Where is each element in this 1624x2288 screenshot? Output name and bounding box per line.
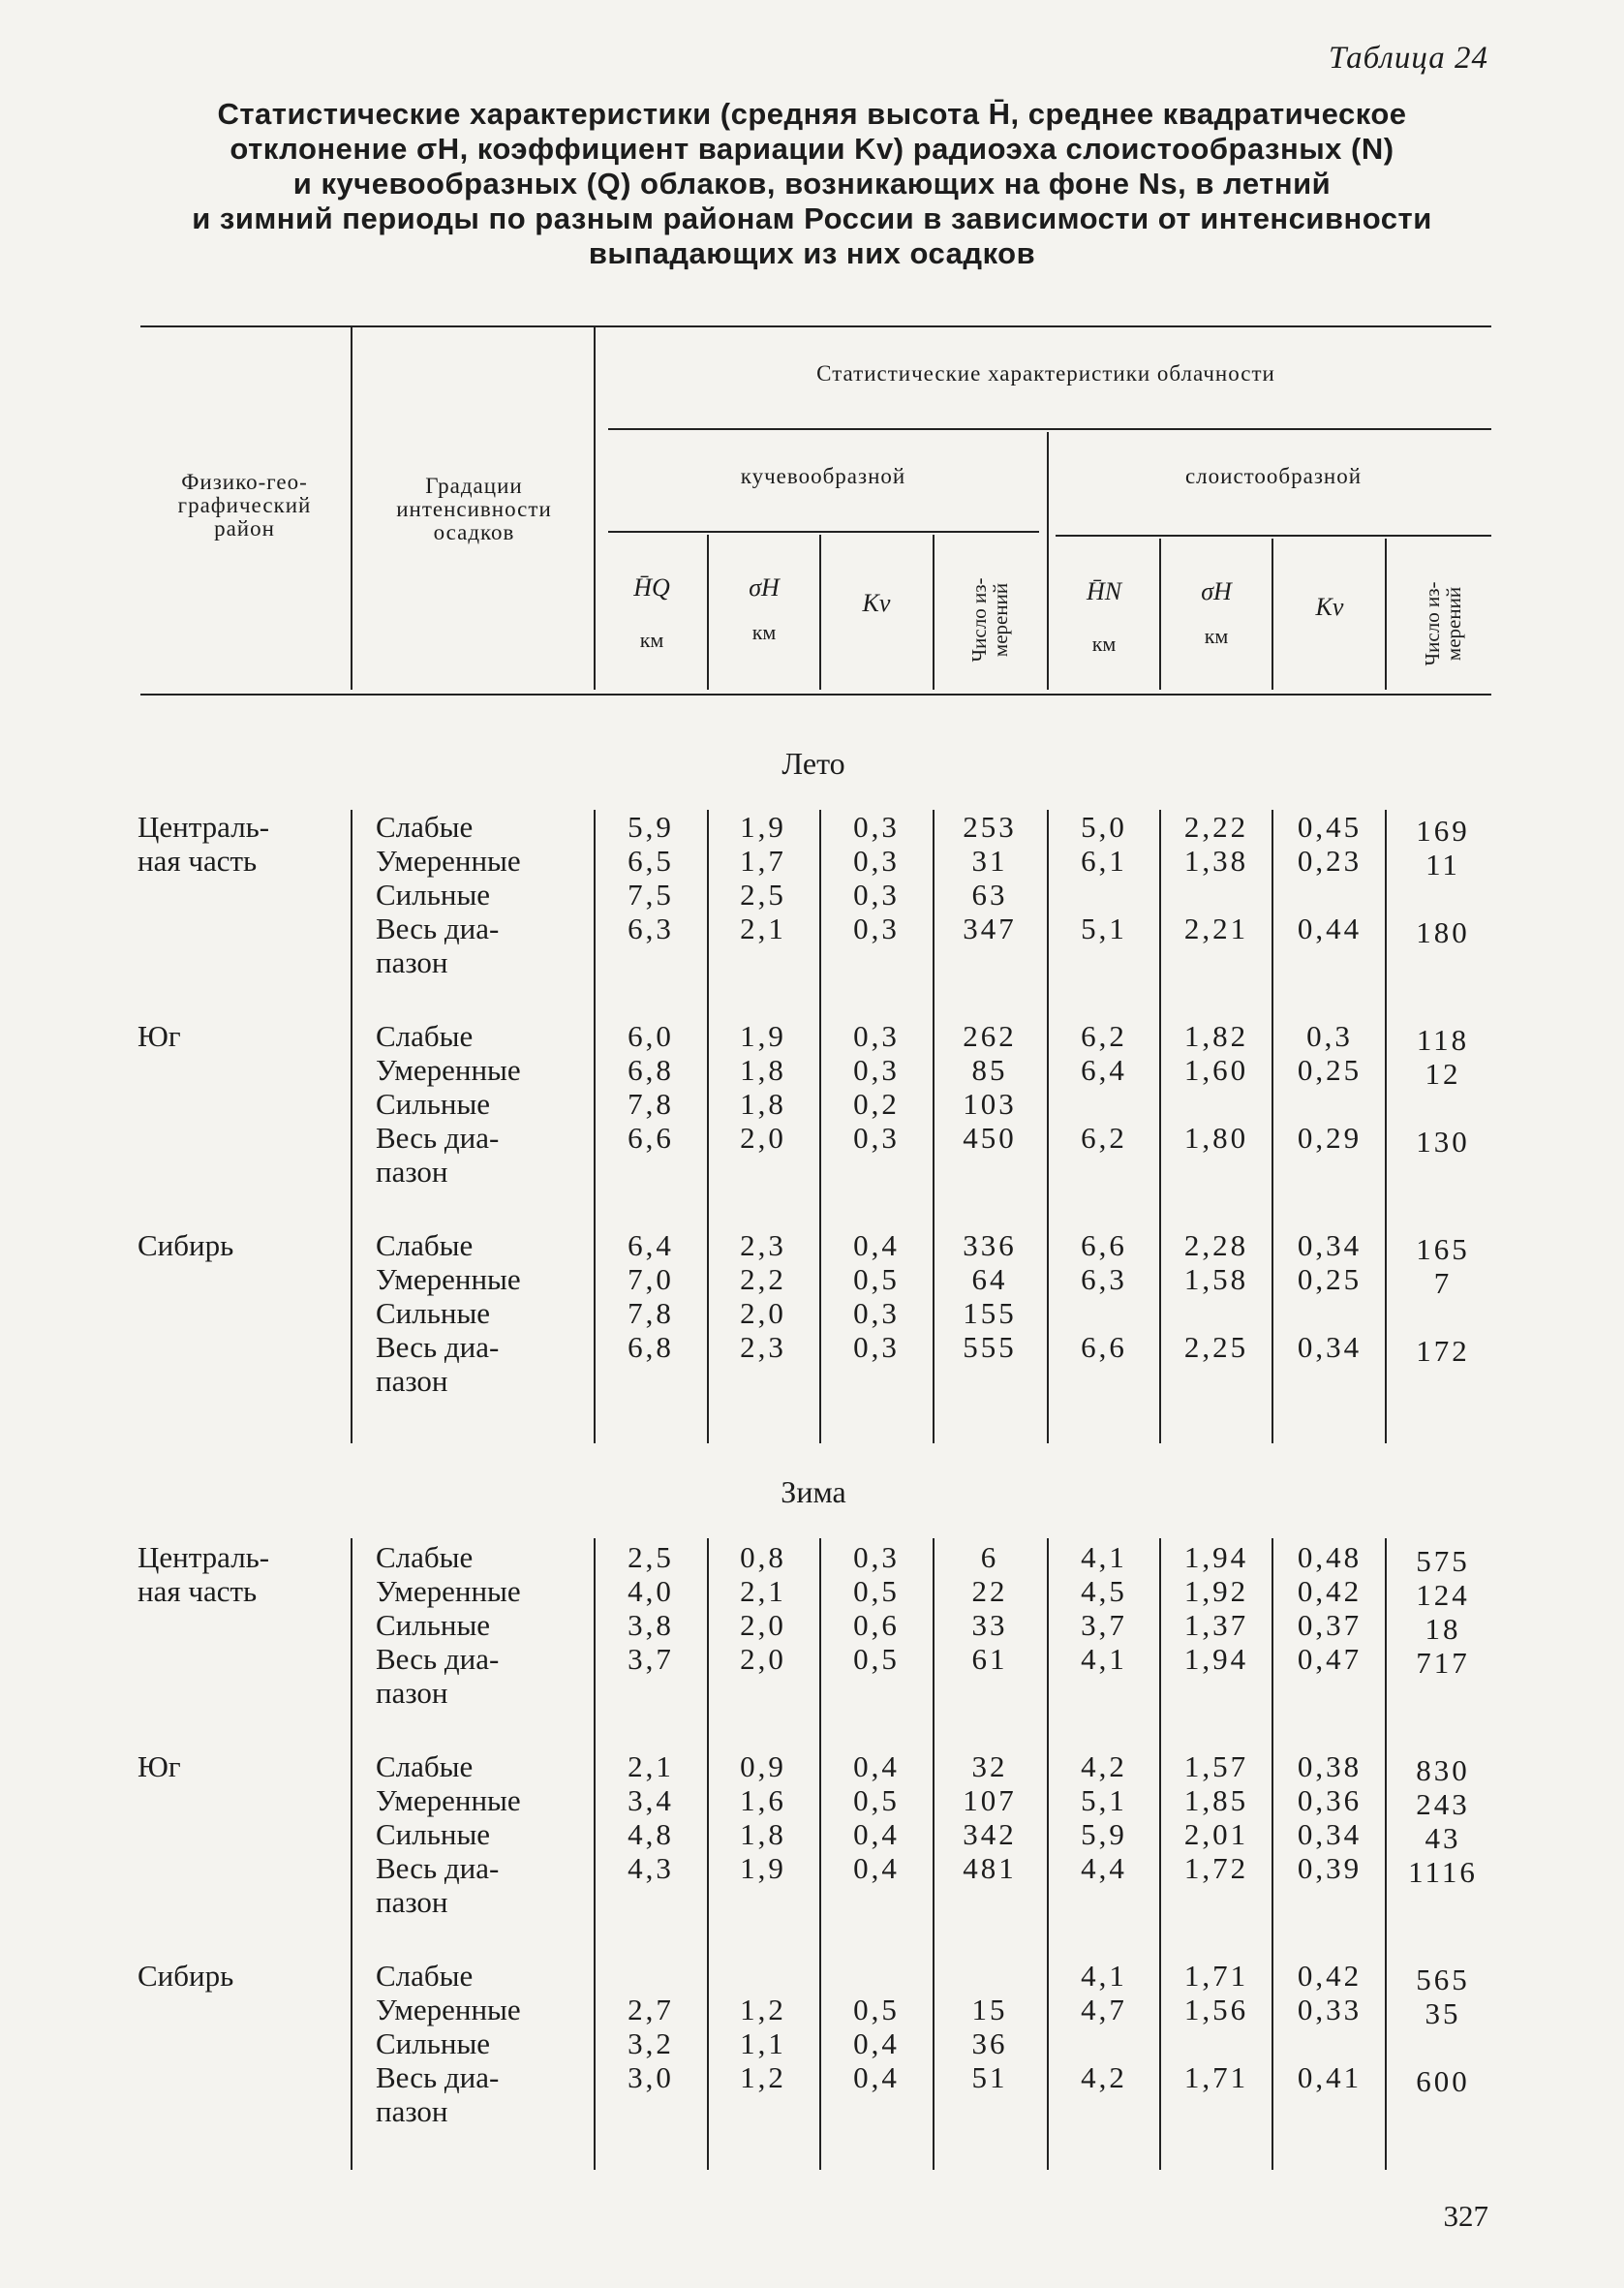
gradation-label: Слабые [376, 810, 474, 844]
body-column-rule [933, 1538, 935, 2170]
table-caption [126, 97, 1498, 271]
value-sq: 2,0 [740, 1608, 786, 1642]
value-hq: 6,6 [628, 1121, 674, 1155]
region-name-line: Сибирь [138, 1228, 234, 1262]
gradation-label: Сильные [376, 878, 491, 912]
value-hn: 6,2 [1081, 1121, 1127, 1155]
gradation-label: Весь диа- [376, 1642, 500, 1676]
body-column-rule [819, 1538, 821, 2170]
value-hn: 4,7 [1081, 1993, 1127, 2026]
kv-q-symbol: Kv [862, 589, 891, 617]
cumulus-subgroup-rule [608, 531, 1039, 533]
value-kn: 0,41 [1297, 2060, 1363, 2094]
body-column-rule [594, 810, 596, 1443]
value-hq: 2,5 [628, 1540, 674, 1574]
value-sq: 1,9 [740, 1019, 786, 1053]
value-hn: 4,1 [1081, 1642, 1127, 1676]
value-sq: 2,3 [740, 1330, 786, 1364]
value-hn: 6,1 [1081, 844, 1127, 878]
value-nn: 169 [1416, 814, 1470, 848]
value-hq: 2,7 [628, 1993, 674, 2026]
body-column-rule [1385, 1538, 1387, 2170]
gradation-label: Слабые [376, 1019, 474, 1053]
value-sn: 1,82 [1183, 1019, 1249, 1053]
stratus-subgroup-rule [1056, 535, 1491, 537]
region-name-line: Сибирь [138, 1959, 234, 1993]
value-hq: 5,9 [628, 810, 674, 844]
body-column-rule [707, 1538, 709, 2170]
header-line: мерений [1442, 586, 1465, 662]
value-kn: 0,38 [1297, 1749, 1363, 1783]
region-name-line: Централь- [138, 1540, 270, 1574]
value-sq: 0,9 [740, 1749, 786, 1783]
caption-line: и кучевообразных (Q) облаков, возникающих на фоне Ns, в летний [292, 167, 1332, 201]
value-sq: 2,0 [740, 1642, 786, 1676]
value-nq: 51 [971, 2060, 1008, 2094]
season-label: Лето [781, 746, 845, 781]
value-nq: 63 [971, 878, 1008, 912]
value-kq: 0,3 [853, 810, 900, 844]
value-kq: 0,5 [853, 1993, 900, 2026]
value-hn: 6,3 [1081, 1262, 1127, 1296]
value-hq: 7,5 [628, 878, 674, 912]
value-sq: 0,8 [740, 1540, 786, 1574]
value-hn: 6,4 [1081, 1053, 1127, 1087]
value-sq: 2,1 [740, 1574, 786, 1608]
value-sn: 2,25 [1183, 1330, 1249, 1364]
body-column-rule [351, 1538, 352, 2170]
body-column-rule [1159, 1538, 1161, 2170]
value-nn: 118 [1416, 1023, 1470, 1057]
value-hn: 3,7 [1081, 1608, 1127, 1642]
value-kn: 0,25 [1297, 1053, 1363, 1087]
season-label: Зима [781, 1474, 846, 1509]
gradation-label: Умеренные [376, 1993, 521, 2026]
value-kn: 0,37 [1297, 1608, 1363, 1642]
stratus-header: слоистообразной [1184, 464, 1363, 488]
sigma-n-symbol: σH [1201, 577, 1232, 605]
value-sq: 2,1 [740, 912, 786, 945]
value-sn: 1,94 [1183, 1642, 1249, 1676]
gradation-label: Весь диа- [376, 1851, 500, 1885]
gradation-label: Умеренные [376, 844, 521, 878]
caption-line: отклонение σH, коэффициент вариации Kv) радиоэха слоистообразных (N) [230, 132, 1394, 166]
page-number: 327 [1443, 2199, 1488, 2233]
value-hn: 4,5 [1081, 1574, 1127, 1608]
value-nq: 32 [971, 1749, 1008, 1783]
region-name-line: Юг [138, 1019, 181, 1053]
header-top-rule [140, 325, 1491, 327]
value-nn: 7 [1433, 1266, 1453, 1300]
value-kn: 0,25 [1297, 1262, 1363, 1296]
region-name [138, 1959, 233, 1993]
value-sn: 1,37 [1183, 1608, 1249, 1642]
value-sn: 1,57 [1183, 1749, 1249, 1783]
value-nn: 35 [1425, 1996, 1461, 2030]
value-nn: 600 [1416, 2064, 1470, 2098]
gradation-label: Слабые [376, 1228, 474, 1262]
value-sn: 1,85 [1183, 1783, 1249, 1817]
value-nn: 830 [1416, 1753, 1470, 1787]
value-kq: 0,5 [853, 1783, 900, 1817]
value-nq: 107 [963, 1783, 1017, 1817]
region-name [138, 810, 269, 878]
value-nq: 347 [963, 912, 1017, 945]
gradation-label: Сильные [376, 1817, 491, 1851]
value-nn: 124 [1416, 1578, 1470, 1612]
value-nn: 130 [1416, 1125, 1470, 1159]
value-nn: 575 [1416, 1544, 1470, 1578]
gradation-label: пазон [376, 1676, 448, 1710]
value-hn: 6,2 [1081, 1019, 1127, 1053]
caption-line: и зимний периоды по разным районам России в зависимости от интенсивности [192, 201, 1432, 235]
value-sn: 2,21 [1183, 912, 1249, 945]
value-nn: 18 [1425, 1612, 1461, 1646]
hn-unit: км [1091, 632, 1117, 656]
value-kq: 0,3 [853, 1296, 900, 1330]
value-hn: 5,1 [1081, 912, 1127, 945]
value-hq: 6,3 [628, 912, 674, 945]
value-kn: 0,47 [1297, 1642, 1363, 1676]
col-rule-region [351, 327, 352, 690]
value-kn: 0,3 [1306, 1019, 1353, 1053]
value-kn: 0,34 [1297, 1817, 1363, 1851]
col-rule-cumulus [1047, 432, 1049, 690]
body-column-rule [707, 810, 709, 1443]
body-column-rule [1047, 1538, 1049, 2170]
value-hn: 4,1 [1081, 1540, 1127, 1574]
header-bottom-rule [140, 694, 1491, 696]
col-rule-kq [933, 535, 935, 690]
header-line: осадков [433, 520, 515, 544]
sigma-q-unit: км [751, 620, 777, 644]
value-nn: 172 [1416, 1334, 1470, 1368]
value-hq: 3,7 [628, 1642, 674, 1676]
value-kn: 0,42 [1297, 1959, 1363, 1993]
col-rule-kn [1385, 539, 1387, 690]
value-hn: 4,2 [1081, 2060, 1127, 2094]
value-hn: 5,1 [1081, 1783, 1127, 1817]
value-sq: 2,5 [740, 878, 786, 912]
value-kn: 0,29 [1297, 1121, 1363, 1155]
value-kn: 0,34 [1297, 1228, 1363, 1262]
value-sn: 2,28 [1183, 1228, 1249, 1262]
value-kq: 0,3 [853, 1330, 900, 1364]
value-kq: 0,4 [853, 1817, 900, 1851]
value-nq: 253 [963, 810, 1017, 844]
col-rule-gradation [594, 327, 596, 690]
value-nn: 180 [1416, 915, 1470, 949]
gradation-label: Слабые [376, 1540, 474, 1574]
header-line: Число из- [1421, 581, 1444, 666]
value-kq: 0,5 [853, 1262, 900, 1296]
body-column-rule [594, 1538, 596, 2170]
value-hq: 7,8 [628, 1296, 674, 1330]
value-kq: 0,3 [853, 1121, 900, 1155]
value-kq: 0,4 [853, 1228, 900, 1262]
value-nq: 15 [971, 1993, 1008, 2026]
value-nq: 61 [971, 1642, 1008, 1676]
gradation-label: Умеренные [376, 1053, 521, 1087]
region-name-line: ная часть [138, 844, 258, 878]
value-hq: 7,0 [628, 1262, 674, 1296]
value-kn: 0,44 [1297, 912, 1363, 945]
header-line: район [214, 516, 275, 541]
value-nq: 555 [963, 1330, 1017, 1364]
value-hq: 6,8 [628, 1330, 674, 1364]
gradation-label: Весь диа- [376, 2060, 500, 2094]
value-kn: 0,45 [1297, 810, 1363, 844]
value-kq: 0,3 [853, 878, 900, 912]
value-kn: 0,39 [1297, 1851, 1363, 1885]
value-kq: 0,3 [853, 912, 900, 945]
value-hq: 4,8 [628, 1817, 674, 1851]
value-kq: 0,4 [853, 2026, 900, 2060]
value-sq: 1,8 [740, 1817, 786, 1851]
value-hn: 4,1 [1081, 1959, 1127, 1993]
value-sn: 1,38 [1183, 844, 1249, 878]
value-nn: 11 [1425, 848, 1460, 881]
value-kq: 0,3 [853, 1019, 900, 1053]
value-nq: 31 [971, 844, 1008, 878]
gradation-label: Весь диа- [376, 1121, 500, 1155]
gradation-label: Сильные [376, 1296, 491, 1330]
gradation-label: Сильные [376, 1608, 491, 1642]
body-column-rule [1159, 810, 1161, 1443]
region-name [138, 1228, 233, 1262]
value-kq: 0,4 [853, 1749, 900, 1783]
value-kq: 0,4 [853, 1851, 900, 1885]
value-sq: 2,3 [740, 1228, 786, 1262]
value-hn: 4,2 [1081, 1749, 1127, 1783]
value-hq: 6,5 [628, 844, 674, 878]
value-nq: 36 [971, 2026, 1008, 2060]
gradation-label: пазон [376, 1885, 448, 1919]
col-rule-hq [707, 535, 709, 690]
header-line: Число из- [967, 577, 991, 663]
kv-n-symbol: Kv [1315, 593, 1344, 621]
value-kn: 0,48 [1297, 1540, 1363, 1574]
value-hq: 7,8 [628, 1087, 674, 1121]
value-nq: 342 [963, 1817, 1017, 1851]
body-column-rule [933, 810, 935, 1443]
gradation-label: Слабые [376, 1959, 474, 1993]
gradation-label: пазон [376, 1364, 448, 1398]
region-name-line: Централь- [138, 810, 270, 844]
value-sn: 1,58 [1183, 1262, 1249, 1296]
value-hq: 2,1 [628, 1749, 674, 1783]
gradation-label: Умеренные [376, 1783, 521, 1817]
gradation-label: Умеренные [376, 1262, 521, 1296]
group-title: Статистические характеристики облачности [816, 361, 1275, 386]
count-q-header [968, 557, 1011, 683]
value-nq: 262 [963, 1019, 1017, 1053]
region-column-header [145, 471, 344, 541]
value-sq: 1,9 [740, 810, 786, 844]
value-sq: 1,7 [740, 844, 786, 878]
value-nq: 6 [980, 1540, 999, 1574]
value-kq: 0,2 [853, 1087, 900, 1121]
caption-line: Статистические характеристики (средняя высота H̄, среднее квадратическое [217, 97, 1407, 131]
region-name-line: Юг [138, 1749, 181, 1783]
region-name-line: ная часть [138, 1574, 258, 1608]
value-hq: 6,8 [628, 1053, 674, 1087]
value-hq: 3,8 [628, 1608, 674, 1642]
value-hq: 3,4 [628, 1783, 674, 1817]
col-rule-sn [1272, 539, 1273, 690]
value-nn: 165 [1416, 1232, 1470, 1266]
body-column-rule [819, 810, 821, 1443]
value-sn: 1,71 [1183, 1959, 1249, 1993]
header-line: интенсивности [396, 497, 552, 521]
group-title-rule [608, 428, 1491, 430]
value-nn: 243 [1416, 1787, 1470, 1821]
body-column-rule [1272, 810, 1273, 1443]
value-hn: 5,0 [1081, 810, 1127, 844]
gradation-label: Умеренные [376, 1574, 521, 1608]
cumulus-header: кучевообразной [740, 464, 906, 488]
value-sn: 1,94 [1183, 1540, 1249, 1574]
value-nq: 33 [971, 1608, 1008, 1642]
value-hq: 3,2 [628, 2026, 674, 2060]
gradation-label: Весь диа- [376, 912, 500, 945]
caption-line: выпадающих из них осадков [588, 236, 1036, 270]
value-kq: 0,5 [853, 1574, 900, 1608]
value-sn: 1,56 [1183, 1993, 1249, 2026]
body-column-rule [1047, 810, 1049, 1443]
value-sq: 2,0 [740, 1296, 786, 1330]
value-kn: 0,34 [1297, 1330, 1363, 1364]
sigma-q-symbol: σH [749, 573, 780, 602]
col-rule-hn [1159, 539, 1161, 690]
value-sn: 1,60 [1183, 1053, 1249, 1087]
value-nn: 12 [1425, 1057, 1461, 1091]
value-kn: 0,33 [1297, 1993, 1363, 2026]
count-n-header [1422, 561, 1464, 687]
gradation-label: Слабые [376, 1749, 474, 1783]
value-hq: 4,3 [628, 1851, 674, 1885]
value-sq: 1,6 [740, 1783, 786, 1817]
value-sq: 1,2 [740, 1993, 786, 2026]
gradation-label: пазон [376, 1155, 448, 1189]
value-sq: 1,2 [740, 2060, 786, 2094]
table-number: Таблица 24 [1329, 41, 1488, 76]
region-name [138, 1540, 269, 1608]
value-hn: 5,9 [1081, 1817, 1127, 1851]
value-hq: 3,0 [628, 2060, 674, 2094]
header-line: Градации [425, 474, 523, 498]
value-sn: 1,80 [1183, 1121, 1249, 1155]
value-kq: 0,3 [853, 1540, 900, 1574]
value-kn: 0,36 [1297, 1783, 1363, 1817]
body-column-rule [351, 810, 352, 1443]
value-sq: 1,9 [740, 1851, 786, 1885]
value-sn: 2,22 [1183, 810, 1249, 844]
value-hn: 6,6 [1081, 1330, 1127, 1364]
value-kq: 0,3 [853, 844, 900, 878]
region-name [138, 1019, 181, 1053]
value-sn: 1,72 [1183, 1851, 1249, 1885]
header-line: мерений [989, 582, 1012, 658]
value-hq: 4,0 [628, 1574, 674, 1608]
body-column-rule [1385, 810, 1387, 1443]
hq-symbol: H̄Q [633, 573, 670, 602]
header-line: графический [177, 493, 312, 517]
value-nq: 103 [963, 1087, 1017, 1121]
value-nn: 565 [1416, 1963, 1470, 1996]
gradation-label: Сильные [376, 1087, 491, 1121]
value-nq: 85 [971, 1053, 1008, 1087]
value-sq: 2,2 [740, 1262, 786, 1296]
value-sq: 1,8 [740, 1053, 786, 1087]
value-hq: 6,0 [628, 1019, 674, 1053]
col-rule-sq [819, 535, 821, 690]
value-nq: 450 [963, 1121, 1017, 1155]
value-nn: 43 [1425, 1821, 1461, 1855]
gradation-column-header [360, 475, 588, 544]
gradation-label: Весь диа- [376, 1330, 500, 1364]
value-sn: 2,01 [1183, 1817, 1249, 1851]
value-nn: 1116 [1408, 1855, 1478, 1889]
value-kq: 0,4 [853, 2060, 900, 2094]
value-nq: 64 [971, 1262, 1008, 1296]
header-line: Физико-гео- [181, 470, 308, 494]
value-sq: 1,8 [740, 1087, 786, 1121]
gradation-label: пазон [376, 945, 448, 979]
value-nq: 22 [971, 1574, 1008, 1608]
value-nq: 155 [963, 1296, 1017, 1330]
body-column-rule [1272, 1538, 1273, 2170]
gradation-label: Сильные [376, 2026, 491, 2060]
sigma-n-unit: км [1204, 624, 1229, 648]
value-kq: 0,3 [853, 1053, 900, 1087]
value-sq: 1,1 [740, 2026, 786, 2060]
value-kq: 0,5 [853, 1642, 900, 1676]
value-sq: 2,0 [740, 1121, 786, 1155]
gradation-label: пазон [376, 2094, 448, 2128]
value-kn: 0,23 [1297, 844, 1363, 878]
value-kq: 0,6 [853, 1608, 900, 1642]
value-sn: 1,92 [1183, 1574, 1249, 1608]
hn-symbol: H̄N [1086, 577, 1122, 605]
value-sn: 1,71 [1183, 2060, 1249, 2094]
hq-unit: км [639, 628, 664, 652]
value-hq: 6,4 [628, 1228, 674, 1262]
value-hn: 6,6 [1081, 1228, 1127, 1262]
value-hn: 4,4 [1081, 1851, 1127, 1885]
value-kn: 0,42 [1297, 1574, 1363, 1608]
value-nq: 481 [963, 1851, 1017, 1885]
value-nq: 336 [963, 1228, 1017, 1262]
value-nn: 717 [1416, 1646, 1470, 1680]
region-name [138, 1749, 181, 1783]
